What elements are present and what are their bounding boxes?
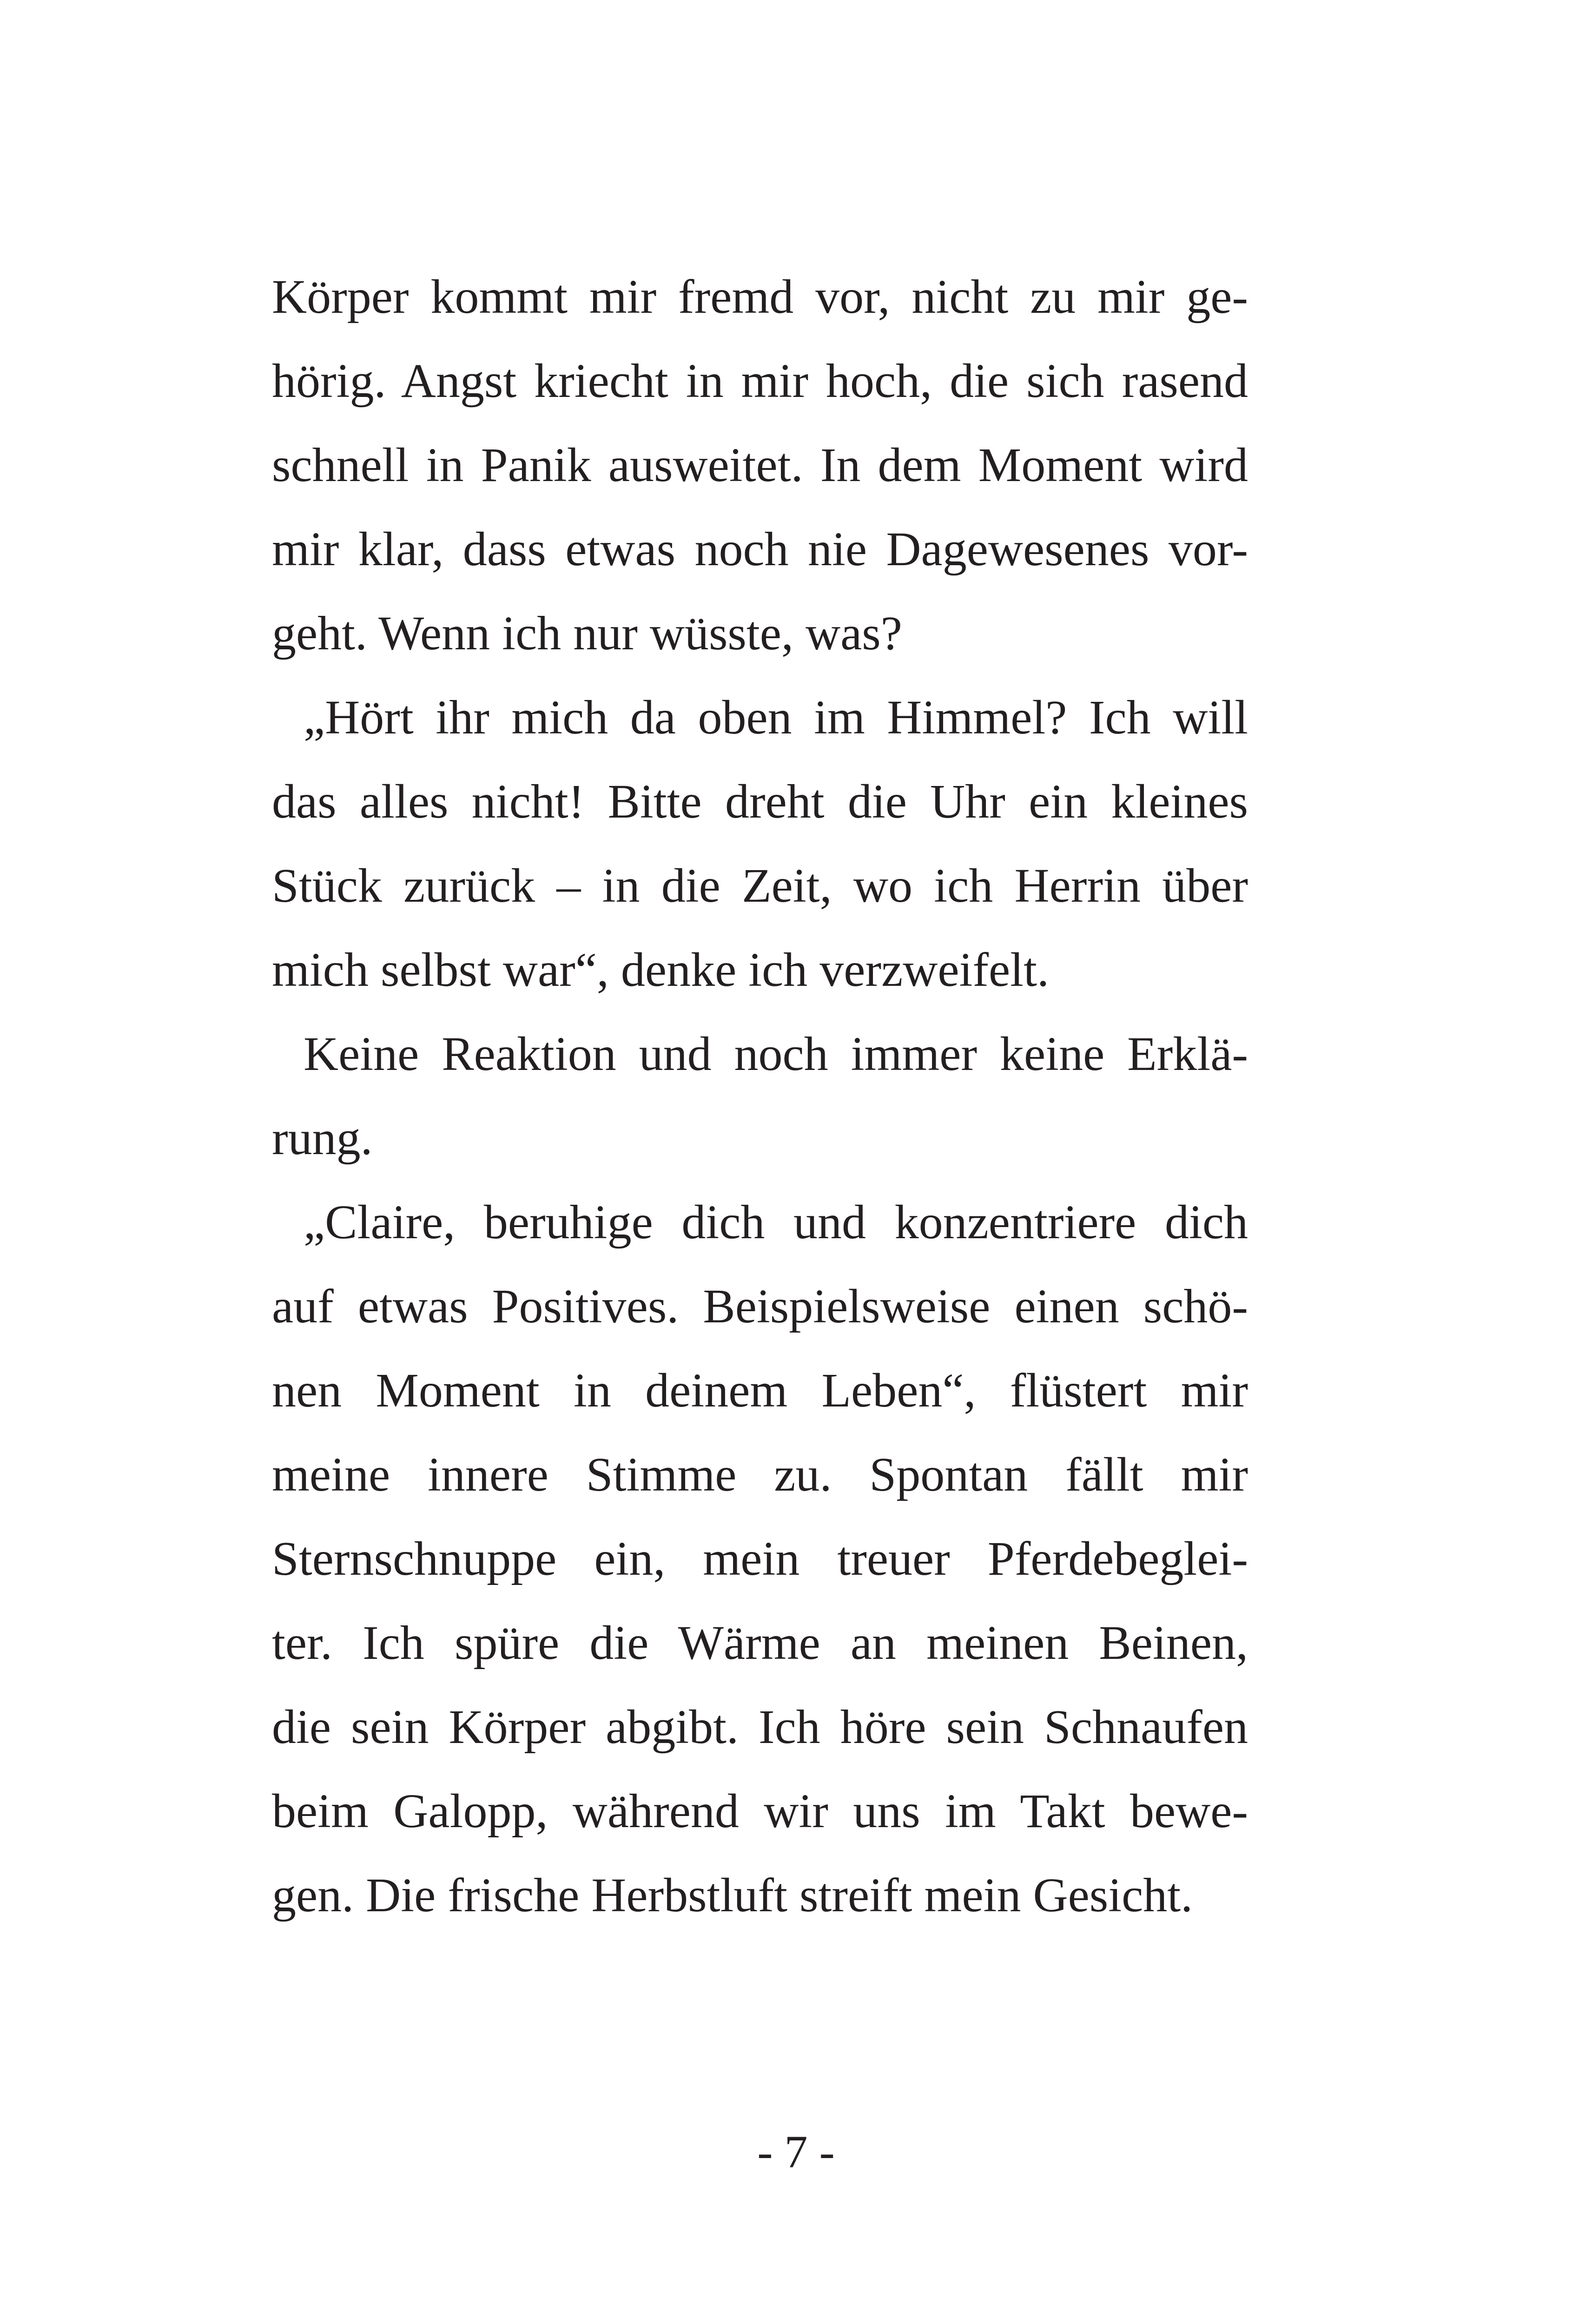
text-line: die sein Körper abgibt. Ich höre sein Schnaufen [272, 1700, 1248, 1754]
text-line: geht. Wenn ich nur wüsste, was? [272, 607, 902, 660]
text-line: das alles nicht! Bitte dreht die Uhr ein kleines [272, 775, 1248, 828]
text-line: auf etwas Positives. Beispielsweise einen schö- [272, 1280, 1248, 1333]
text-line: mir klar, dass etwas noch nie Dagewesenes vor- [272, 522, 1248, 576]
text-line: „Claire, beruhige dich und konzentriere dich [304, 1195, 1248, 1249]
text-line: rung. [272, 1111, 373, 1165]
text-line: „Hört ihr mich da oben im Himmel? Ich will [304, 691, 1248, 744]
text-line: ter. Ich spüre die Wärme an meinen Beinen, [272, 1616, 1248, 1670]
text-line: Sternschnuppe ein, mein treuer Pferdebeglei- [272, 1532, 1248, 1585]
text-line: gen. Die frische Herbstluft streift mein Gesicht. [272, 1868, 1193, 1922]
text-line: meine innere Stimme zu. Spontan fällt mir [272, 1448, 1248, 1501]
body-text [272, 255, 1248, 1937]
text-line: nen Moment in deinem Leben“, flüstert mir [272, 1364, 1248, 1417]
text-line: Körper kommt mir fremd vor, nicht zu mir ge- [272, 270, 1248, 324]
text-line: beim Galopp, während wir uns im Takt bewe- [272, 1784, 1248, 1838]
text-line: Stück zurück – in die Zeit, wo ich Herrin über [272, 859, 1248, 912]
text-line: hörig. Angst kriecht in mir hoch, die sich rasend [272, 354, 1248, 408]
text-line: mich selbst war“, denke ich verzweifelt. [272, 943, 1049, 997]
text-line: Keine Reaktion und noch immer keine Erklä- [304, 1027, 1248, 1081]
page-number: - 7 - [757, 2126, 835, 2178]
text-line: schnell in Panik ausweitet. In dem Moment wird [272, 438, 1248, 492]
